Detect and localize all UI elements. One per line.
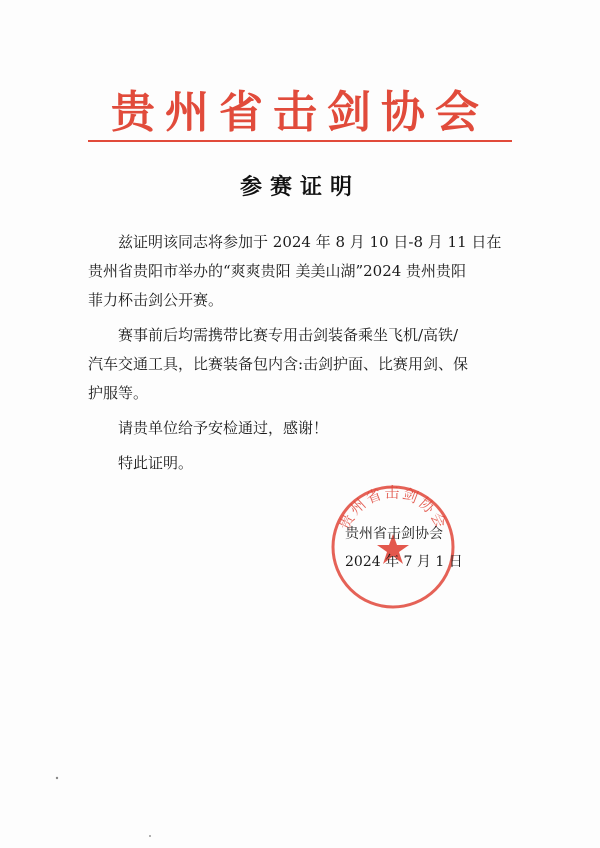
text-line: 护服等。 <box>88 384 149 402</box>
text-line: 请贵单位给予安检通过，感谢！ <box>118 419 329 437</box>
signature-date: 2024 年 7 月 1 日 <box>345 554 463 570</box>
text-line: 兹证明该同志将参加于 2024 年 8 月 10 日-8 月 11 日在 <box>118 233 502 251</box>
document-title: 参赛证明 <box>239 174 360 200</box>
letterhead-title: 贵州省击剑协会 <box>111 87 489 138</box>
text-line: 赛事前后均需携带比赛专用击剑装备乘坐飞机/高铁/ <box>118 326 459 344</box>
text-line: 汽车交通工具，比赛装备包内含:击剑护面、比赛用剑、保 <box>88 355 469 373</box>
seal-text: 贵州省击剑协会 <box>335 483 451 533</box>
text-line: 特此证明。 <box>118 454 194 472</box>
text-line: 贵州省贵阳市举办的“爽爽贵阳 美美山湖”2024 贵州贵阳 <box>88 262 467 280</box>
text-line: 菲力杯击剑公开赛。 <box>88 291 224 309</box>
signature-org: 贵州省击剑协会 <box>345 526 443 542</box>
